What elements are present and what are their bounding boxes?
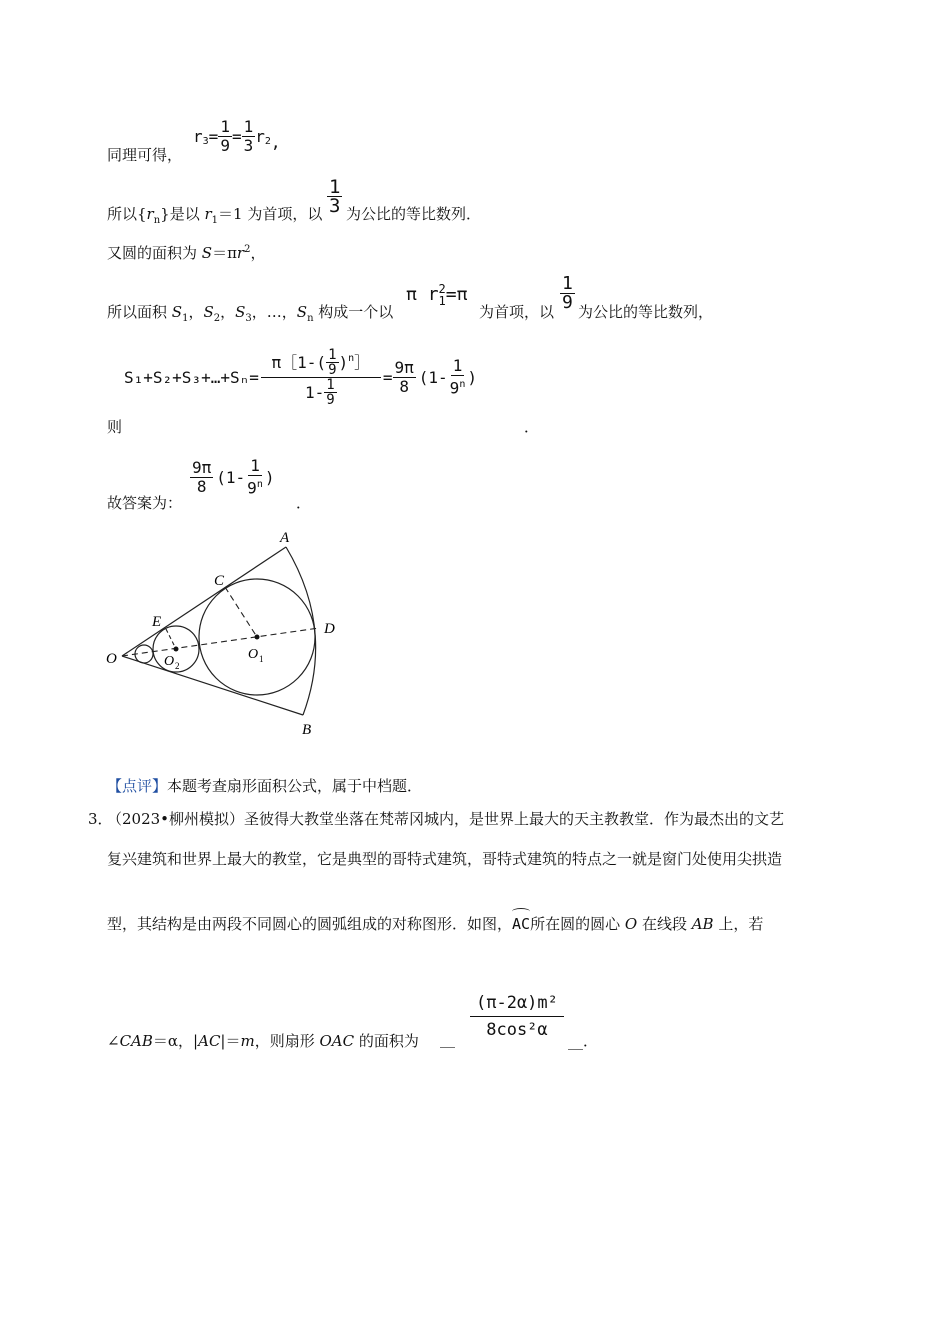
center-O2-dot [174,647,179,652]
line-4-mid: 为首项，以 [479,303,555,321]
label-O1-sub: 1 [259,654,264,664]
problem-3-line-4: ∠CAB＝α，|AC|＝m，则扇形 OAC 的面积为 [107,1032,419,1050]
line-1-prefix: 同理可得， [107,146,183,164]
geometry-figure [100,525,350,745]
line-1 [107,120,182,170]
fraction-one-ninth: $\frac{1}{9}$ [562,273,573,313]
label-B: B [302,722,312,738]
dashed-OD [122,628,319,656]
label-O2-sub: 2 [175,661,180,671]
formula-answer: $\frac{9\pi}{8}$ (1- $\frac{1}{9^n}$ ) [192,456,275,498]
line-3: 又圆的面积为 $S=\pi r^2$， [107,244,266,262]
segment-OB [122,656,303,715]
fraction: $\frac{1}{3}$ [243,117,254,155]
label-O1: O [248,647,259,662]
problem-3-line-1: （2023•柳州模拟）圣彼得大教堂坐落在梵蒂冈城内，是世界上最大的天主教教堂．作为最杰出的文艺 [107,810,785,828]
line-6-prefix: 故答案为： [107,494,183,512]
line-2-end: 为公比的等比数列． [346,205,482,223]
formula-r3: r $_3$ = $\frac{1}{9}$ = $\frac{1}{3}$ r $_2$ , [193,117,281,155]
problem-3-number: 3． [88,810,113,828]
dashed-EO2 [166,629,176,649]
center-O1-dot [255,635,260,640]
arc-AC-notation: AC [512,915,530,933]
line-4: 所以面积 $S_1$，$S_2$，$S_3$，…，$S_n$ 构成一个以 [107,303,394,324]
label-C: C [214,573,225,589]
line-5-prefix: 则 [107,418,123,436]
comment-bracket: 【点评】 [107,777,168,795]
line-2: 所以$\{r_n\}$是以 $r_1=1$ 为首项，以 [107,205,323,226]
problem-3-line-2: 复兴建筑和世界上最大的教堂，它是典型的哥特式建筑，哥特式建筑的特点之一就是窗门处使用尖拱造 [107,850,783,868]
blank-left: __ [440,1030,455,1048]
label-O: O [106,651,117,667]
line-6-tail: ． [296,494,312,512]
segment-OA [122,547,286,656]
dashed-CO1 [225,587,257,637]
line-4-end: 为公比的等比数列， [578,303,714,321]
label-E: E [152,614,162,630]
formula-pi-r1-squared: π r 2 1 =π [406,282,468,308]
label-A: A [280,530,290,546]
big-fraction: π［1-( $\frac{1}{9}$ ) $^n$ ］ 1- $\frac{1}{9}$ [261,348,381,407]
formula-sum: S₁+S₂+S₃+…+Sₙ= π［1-( $\frac{1}{9}$ ) $^n$ ］ 1- $\frac{1}{9}$ = $\frac{9\pi}{8}$ (1- $\frac{1}{9^n}$ ) [124,347,477,408]
fraction-one-third: $\frac{1}{3}$ [329,176,341,217]
label-O2: O [164,654,175,669]
label-D: D [324,621,335,637]
problem-3-line-3: 型，其结构是由两段不同圆心的圆弧组成的对称图形．如图， AC所在圆的圆心 O 在线段 AB 上，若 [107,913,763,934]
blank-right: __． [568,1032,599,1050]
line-5-tail: ． [524,418,540,436]
answer-fraction: $\frac{\text{(π-2α)m²}}{\text{8cos²α}}$ [470,990,564,1043]
comment-line: 【点评】本题考查扇形面积公式，属于中档题． [107,777,423,795]
fraction: $\frac{1}{9}$ [220,117,230,155]
